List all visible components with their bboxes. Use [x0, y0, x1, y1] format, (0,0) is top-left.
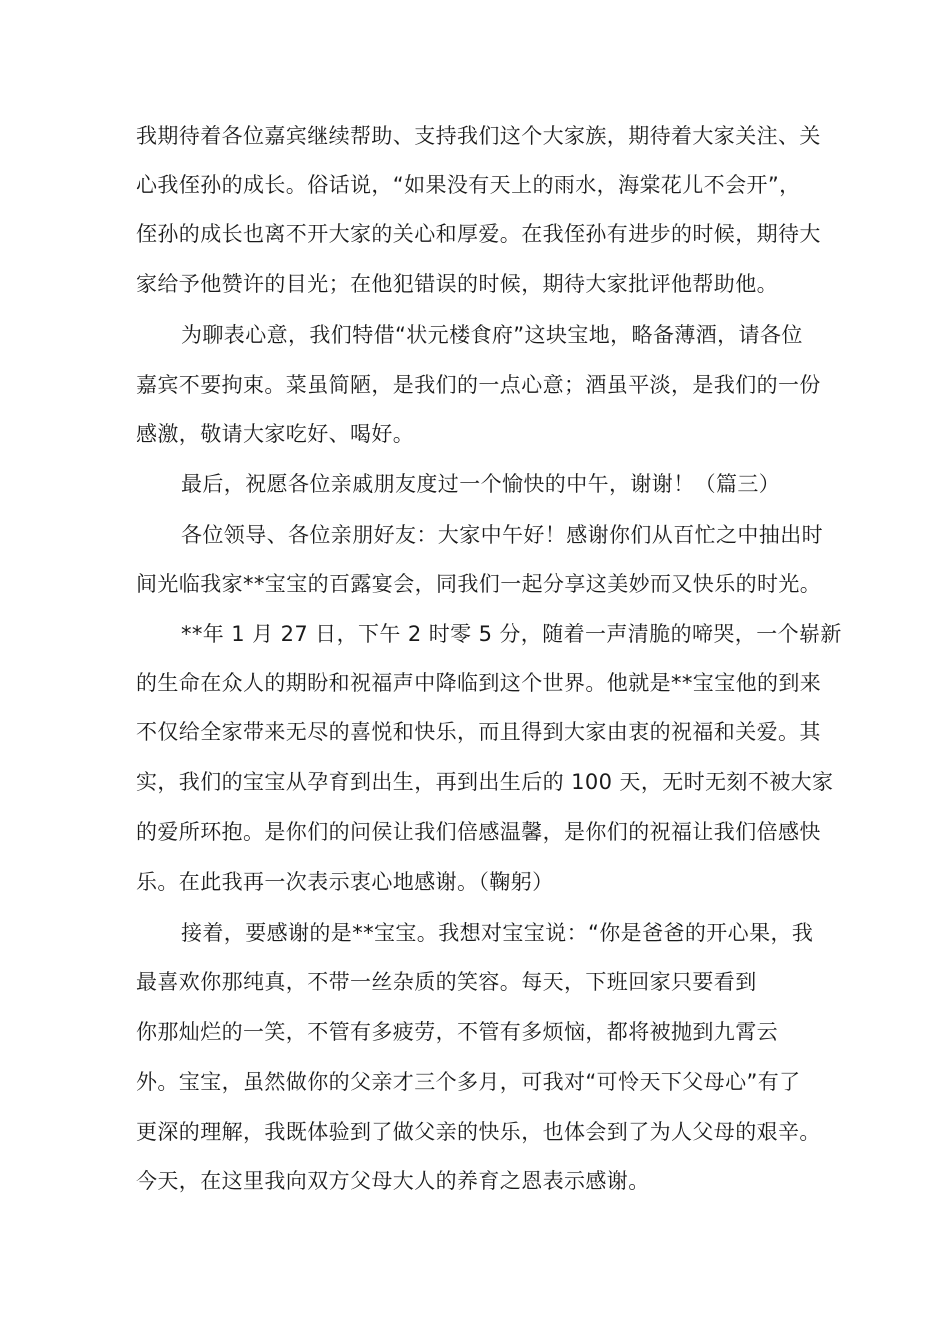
paragraph-start-line: **年 1 月 27 日，下午 2 时零 5 分，随着一声清脆的啼哭，一个崭新: [181, 622, 842, 646]
text-line: 的爱所环抱。是你们的问侯让我们倍感温馨，是你们的祝福让我们倍感快: [136, 820, 821, 844]
text-line: 今天，在这里我向双方父母大人的养育之恩表示感谢。: [136, 1169, 650, 1193]
paragraph-start-line: 为聊表心意，我们特借“状元楼食府”这块宝地，略备薄酒，请各位: [181, 323, 803, 347]
text-line: 乐。在此我再一次表示衷心地感谢。（鞠躬）: [136, 870, 554, 894]
text-line: 更深的理解，我既体验到了做父亲的快乐，也体会到了为人父母的艰辛。: [136, 1120, 821, 1144]
text-line: 嘉宾不要拘束。菜虽简陋，是我们的一点心意；酒虽平淡，是我们的一份: [136, 373, 821, 397]
text-line: 不仅给全家带来无尽的喜悦和快乐，而且得到大家由衷的祝福和关爱。其: [136, 720, 821, 744]
text-line: 的生命在众人的期盼和祝福声中降临到这个世界。他就是**宝宝他的到来: [136, 671, 822, 695]
text-line: 心我侄孙的成长。俗话说，“如果没有天上的雨水，海棠花儿不会开”，: [136, 173, 801, 197]
text-line: 侄孙的成长也离不开大家的关心和厚爱。在我侄孙有进步的时候，期待大: [136, 222, 821, 246]
paragraph-start-line: 接着，要感谢的是**宝宝。我想对宝宝说：“你是爸爸的开心果，我: [181, 921, 814, 945]
text-line: 间光临我家**宝宝的百露宴会，同我们一起分享这美妙而又快乐的时光。: [136, 572, 822, 596]
text-line: 我期待着各位嘉宾继续帮助、支持我们这个大家族，期待着大家关注、关: [136, 124, 821, 148]
text-line: 外。宝宝，虽然做你的父亲才三个多月，可我对“可怜天下父母心”有了: [136, 1070, 801, 1094]
paragraph-start-line: 最后，祝愿各位亲戚朋友度过一个愉快的中午，谢谢！（篇三）: [181, 472, 781, 496]
text-line: 你那灿烂的一笑，不管有多疲劳，不管有多烦恼，都将被抛到九霄云: [136, 1020, 778, 1044]
text-line: 最喜欢你那纯真，不带一丝杂质的笑容。每天，下班回家只要看到: [136, 970, 757, 994]
text-line: 感激，敬请大家吃好、喝好。: [136, 422, 415, 446]
paragraph-start-line: 各位领导、各位亲朋好友：大家中午好！感谢你们从百忙之中抽出时: [181, 523, 823, 547]
text-line: 实，我们的宝宝从孕育到出生，再到出生后的 100 天，无时无刻不被大家: [136, 770, 834, 794]
text-line: 家给予他赞许的目光；在他犯错误的时候，期待大家批评他帮助他。: [136, 272, 778, 296]
